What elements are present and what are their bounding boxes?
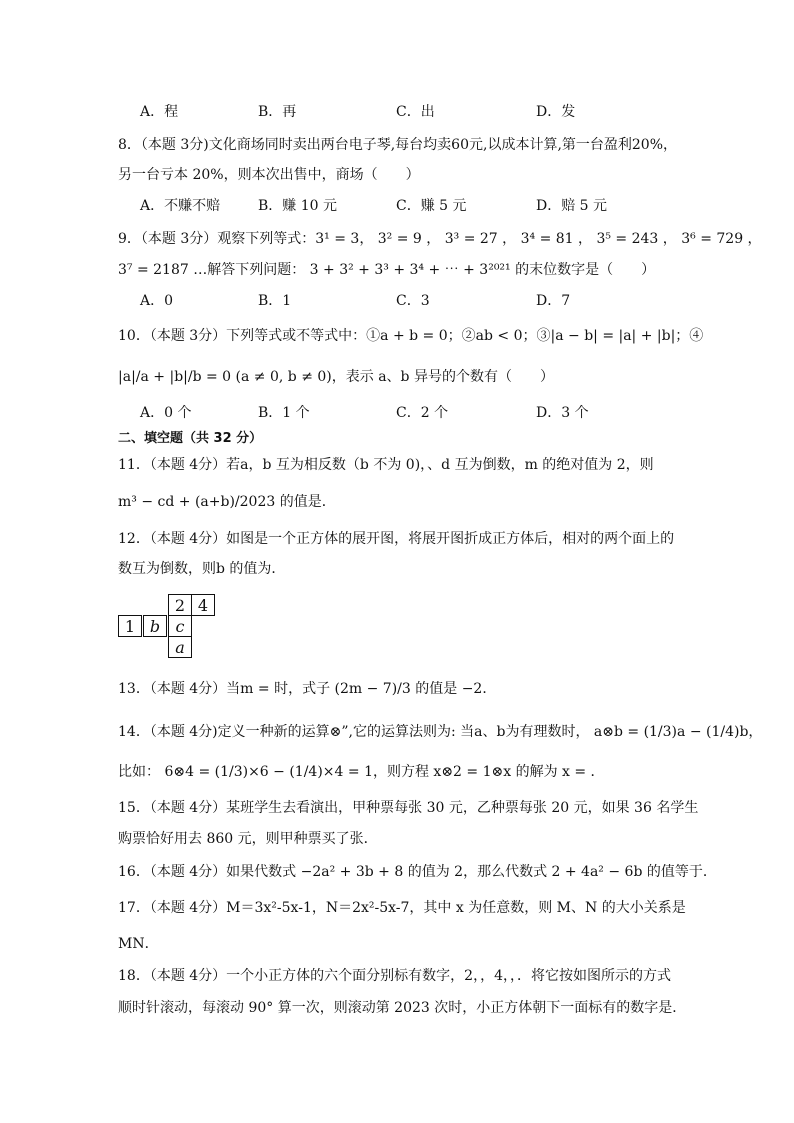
q10-option-a: A．0 个 [140,405,192,421]
q7-option-c: C．出 [396,104,435,120]
q14-stem-line1: 14．（本题 4分)定义一种新的运算⊗”,它的运算法则为: 当a、b为有理数时， a⊗b = (1/3)a − (1/4)b， [118,724,763,740]
q11-stem-line2: m³ − cd + (a+b)/2023 的值是． [118,494,336,510]
section-heading-fill-in: 二、填空题（共 32 分） [118,431,263,446]
q10-option-b: B．1 个 [258,405,310,421]
q15-stem-line2: 购票恰好用去 860 元，则甲种票买了张． [118,831,378,847]
cube-face-2: 2 [168,594,192,616]
q9-option-a: A．0 [140,293,174,309]
q7-option-a: A．程 [140,104,179,120]
cube-face-1: 1 [118,615,142,637]
q8-options [140,196,660,216]
q7-option-d: D．发 [536,104,576,120]
q12-stem-line1: 12．（本题 4分）如图是一个正方体的展开图，将展开图折成正方体后，相对的两个面上的 [118,531,675,547]
cube-face-4: 4 [191,594,215,616]
q18-stem-line1: 18．（本题 4分）一个小正方体的六个面分别标有数字，2，，4，，．将它按如图所示的方式 [118,968,671,984]
q14-stem-line2: 比如： 6⊗4 = (1/3)×6 − (1/4)×4 = 1，则方程 x⊗2 = 1⊗x 的解为 x = ． [118,764,605,780]
q9-option-d: D．7 [536,293,571,309]
q15-stem-line1: 15．（本题 4分）某班学生去看演出，甲种票每张 30 元，乙种票每张 20 元，如果 36 名学生 [118,800,699,816]
cube-face-b: b [143,615,167,637]
q9-options [140,291,660,311]
q17-stem-line1: 17．（本题 4分）M＝3x²-5x-1，N＝2x²-5x-7，其中 x 为任意数，则 M、N 的大小关系是 [118,900,686,916]
q7-options [140,102,660,122]
q8-option-a: A．不赚不赔 [140,198,221,214]
q10-stem-line2: |a|/a + |b|/b = 0 (a ≠ 0, b ≠ 0)，表示 a、b 异号的个数有（ ） [118,369,554,385]
q9-stem-line1: 9．（本题 3分）观察下列等式：3¹ = 3， 3² = 9 ， 3³ = 27 ， 3⁴ = 81 ， 3⁵ = 243 ， 3⁶ = 729 ， [118,231,762,247]
q9-option-c: C．3 [396,293,430,309]
cube-face-c: c [168,615,192,637]
q17-stem-line2: MN． [118,936,159,952]
q8-option-d: D．赔 5 元 [536,198,608,214]
q10-option-c: C．2 个 [396,405,449,421]
q10-stem-line1: 10．（本题 3分）下列等式或不等式中：①a + b = 0；②ab < 0；③|a − b| = |a| + |b|；④ [118,328,704,344]
q10-options [140,403,660,423]
q9-stem-line2: 3⁷ = 2187 …解答下列问题： 3 + 3² + 3³ + 3⁴ + ⋯ + 3²⁰²¹ 的末位数字是（ ） [118,262,656,278]
cube-net-figure [118,594,228,664]
q18-stem-line2: 顺时针滚动，每滚动 90° 算一次，则滚动第 2023 次时，小正方体朝下一面标有的数字是． [118,1000,687,1016]
q8-stem-line1: 8．（本题 3分)文化商场同时卖出两台电子琴,每台均卖60元,以成本计算,第一台盈利20%， [118,137,678,153]
q8-stem-line2: 另一台亏本 20%，则本次出售中，商场（ ） [118,167,420,183]
q11-stem-line1: 11．（本题 4分）若a，b 互为相反数（b 不为 0)，、d 互为倒数，m 的绝对值为 2，则 [118,457,654,473]
q16-stem: 16．（本题 4分）如果代数式 −2a² + 3b + 8 的值为 2，那么代数式 2 + 4a² − 6b 的值等于． [118,864,717,880]
cube-face-a: a [168,636,192,658]
q7-option-b: B．再 [258,104,297,120]
q8-option-b: B．赚 10 元 [258,198,338,214]
q8-option-c: C．赚 5 元 [396,198,467,214]
q9-option-b: B．1 [258,293,292,309]
q12-stem-line2: 数互为倒数，则b 的值为． [118,561,286,577]
q10-option-d: D．3 个 [536,405,589,421]
q13-stem: 13．（本题 4分）当m = 时，式子 (2m − 7)/3 的值是 −2． [118,681,497,697]
